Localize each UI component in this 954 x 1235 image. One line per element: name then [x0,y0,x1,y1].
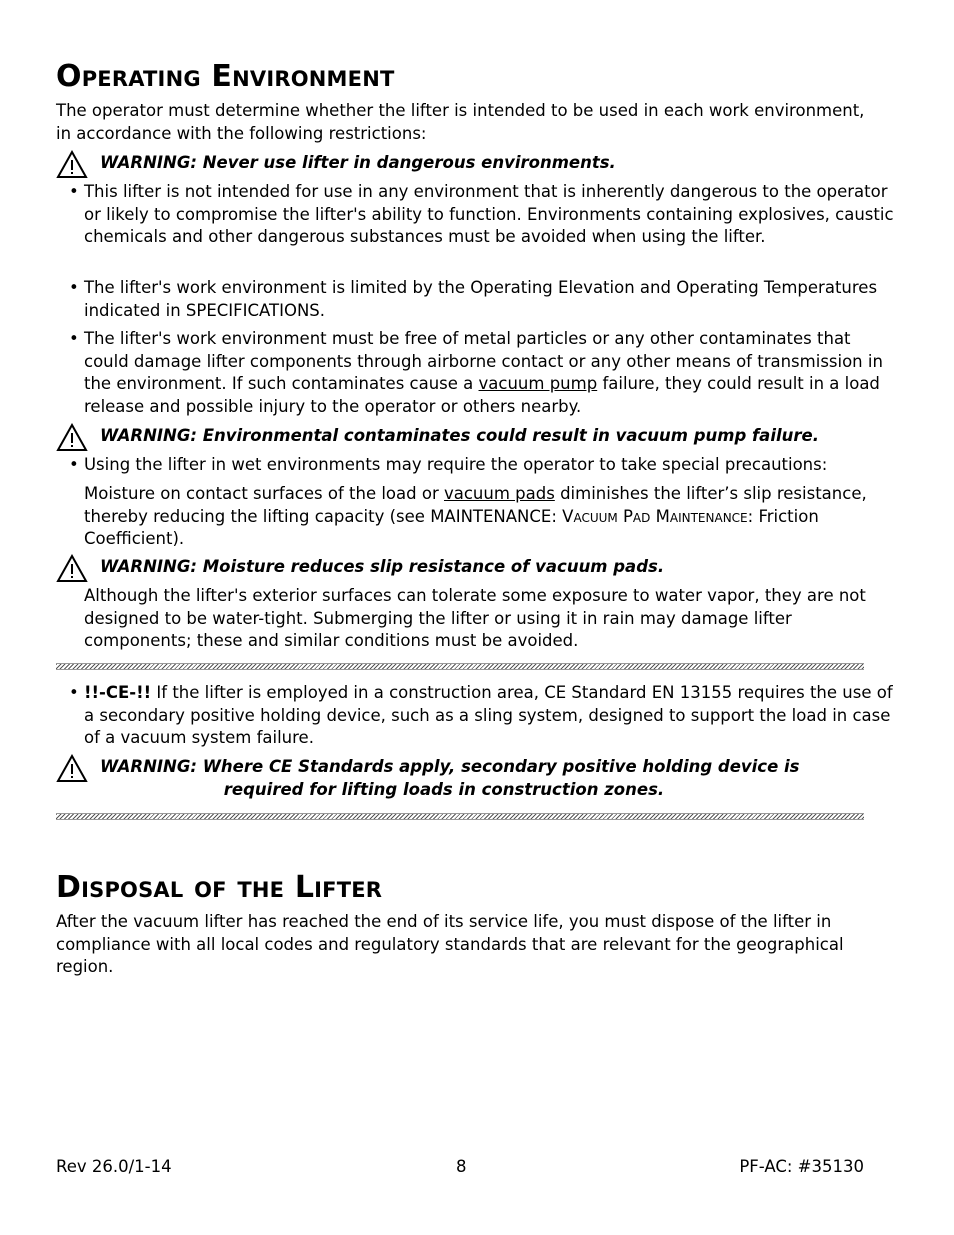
intro-paragraph: The operator must determine whether the lifter is intended to be used in each work environment, in accordance with the following restrictions: [56,101,865,143]
paragraph-text: : Friction Coefficient). [84,506,819,548]
bullet-text: If the lifter is employed in a construction area, CE Standard EN 13155 requires the use of a secondary positive holding device, such as a sling system, designed to support the load in case of a vacuum system failure. [84,683,893,747]
warning-text: WARNING: Never use lifter in dangerous environments. [100,153,616,172]
bullet-text: failure, they could result in a load release and possible injury to the operator or others nearby. [84,374,880,416]
warning-ce-standards [56,756,866,801]
page-number: 8 [456,1157,467,1176]
ce-tag: !!-CE-!! [83,683,152,702]
warning-triangle-icon [56,554,88,583]
warning-text-line-1: WARNING: Where CE Standards apply, secondary positive holding device is [100,757,800,776]
disposal-paragraph: After the vacuum lifter has reached the end of its service life, you must dispose of the lifter in compliance with all local codes and regulatory standards that are relevant for the geographical region. [56,912,844,976]
warning-contaminates [56,425,866,448]
warning-text: WARNING: Environmental contaminates could result in vacuum pump failure. [100,426,819,445]
paragraph-text: diminishes the lifter’s slip resistance, thereby reducing the lifting capacity (see MAINTENANCE: [84,484,867,526]
warning-text: WARNING: Moisture reduces slip resistance of vacuum pads. [100,557,665,576]
moisture-paragraph [56,483,894,551]
bullet-operating-elevation: • The lifter's work environment is limited by the Operating Elevation and Operating Temperatures indicated in SPECIFICATIONS. [69,278,878,320]
vacuum-pads-link[interactable]: vacuum pads [443,484,555,503]
bullet-dangerous-environment: • This lifter is not intended for use in any environment that is inherently dangerous to the operator or likely to compromise the lifter's ability to function. Environments containing explosives, caustic chemicals and other dangerous substances must be avoided when using the lifter. [69,182,894,246]
vacuum-pad-maintenance-ref: Vacuum Pad Maintenance [562,506,748,526]
section-title-operating-environment: Operating Environment [56,59,395,94]
warning-moisture [56,556,866,579]
paragraph-text: Moisture on contact surfaces of the load or [84,484,444,503]
warning-text-line-2: required for lifting loads in construction zones. [223,779,665,799]
bullet-contaminates [56,328,894,418]
warning-dangerous-environments [56,152,866,175]
ce-section-bottom-divider [56,813,864,820]
bullet-text: • The lifter's work environment must be free of metal particles or any other contaminates that could damage lifter components through airborne contact or any other means of transmission in the environment. If such contaminates cause a [69,329,883,393]
warning-triangle-icon [56,150,88,179]
warning-triangle-icon [56,754,88,783]
bullet-marker: • [69,683,84,702]
vacuum-pump-link[interactable]: vacuum pump [478,374,598,393]
exterior-paragraph: Although the lifter's exterior surfaces can tolerate some exposure to water vapor, they are not designed to be water-tight. Submerging the lifter or using it in rain may damage lifter components; these and similar conditions must be avoided. [84,586,866,650]
revision-label: Rev 26.0/1-14 [56,1157,172,1176]
warning-triangle-icon [56,423,88,452]
document-number: PF-AC: #35130 [739,1157,864,1176]
ce-section-top-divider [56,663,864,670]
section-title-disposal: Disposal of the Lifter [56,870,383,905]
bullet-ce-construction [56,682,894,750]
bullet-wet-environments: • Using the lifter in wet environments may require the operator to take special precautions: [69,455,828,474]
